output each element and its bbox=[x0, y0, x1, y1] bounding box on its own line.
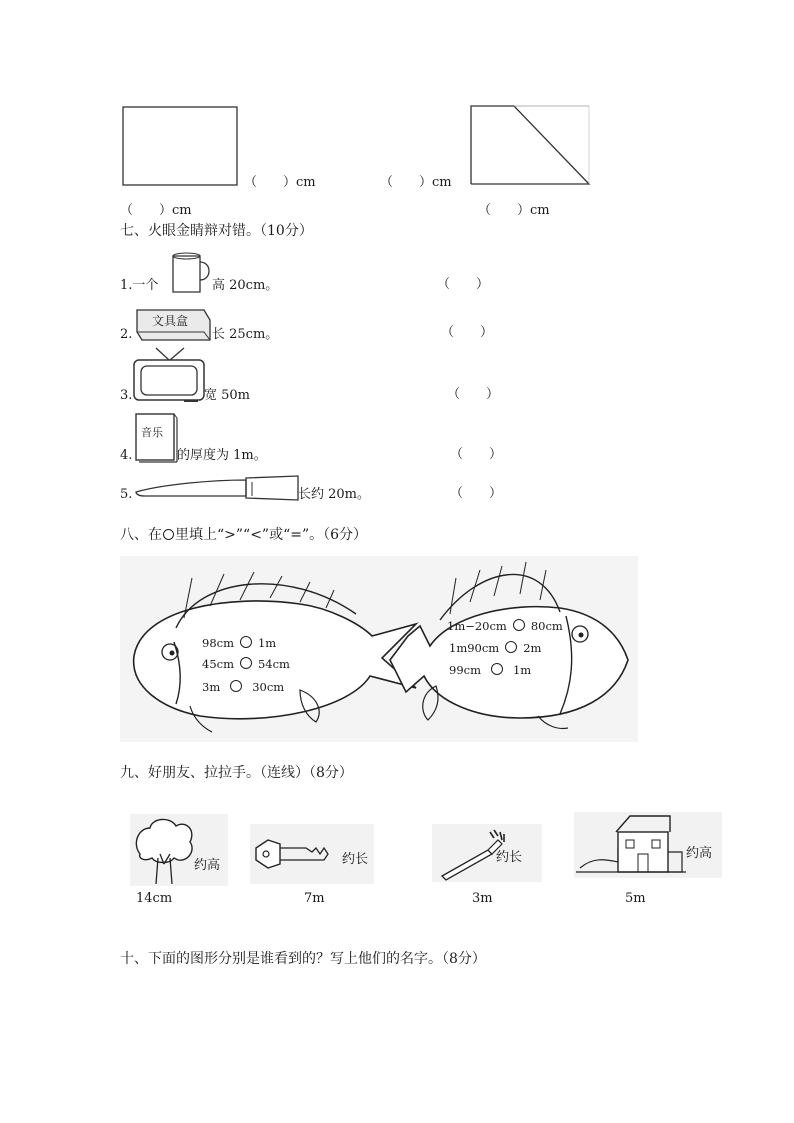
knife-icon bbox=[134, 474, 302, 502]
trapezoid-figure bbox=[470, 104, 592, 186]
item2-suffix: 长 25cm。 bbox=[212, 327, 279, 342]
item1-prefix: 1.一个 bbox=[120, 278, 159, 293]
item2-prefix: 2. bbox=[120, 327, 133, 342]
picture-4-value[interactable]: 5m bbox=[625, 891, 646, 906]
blank-rect-side[interactable]: （ ）cm bbox=[244, 175, 316, 190]
left-fish-row-3-right: 30cm bbox=[252, 680, 285, 694]
picture-1-value[interactable]: 14cm bbox=[136, 891, 173, 906]
item3-prefix: 3. bbox=[120, 388, 133, 403]
picture-3-caption: 约长 bbox=[496, 850, 523, 865]
blank-rect-bottom[interactable]: （ ）cm bbox=[120, 203, 192, 218]
right-fish-row-3-right: 1m bbox=[512, 663, 532, 677]
left-fish-row-2 bbox=[202, 657, 290, 671]
item3-answer[interactable]: （ ） bbox=[447, 387, 500, 402]
blank-mid[interactable]: （ ）cm bbox=[380, 175, 452, 190]
section8-title bbox=[120, 526, 367, 544]
fish-picture bbox=[120, 556, 638, 742]
item5-answer[interactable]: （ ） bbox=[450, 486, 503, 501]
item1-suffix: 高 20cm。 bbox=[212, 278, 279, 293]
pencil-box-label: 文具盒 bbox=[152, 314, 189, 328]
item4-prefix: 4. bbox=[120, 448, 133, 463]
book-label: 音乐 bbox=[141, 426, 163, 439]
compare-circle[interactable] bbox=[240, 657, 252, 669]
cup-icon bbox=[170, 252, 214, 294]
item5-prefix: 5. bbox=[120, 487, 133, 502]
right-fish-row-3 bbox=[449, 663, 531, 677]
section9-title: 九、好朋友、拉拉手。（连线）（8分） bbox=[120, 765, 353, 781]
left-fish-row-1 bbox=[202, 636, 276, 650]
right-fish-row-1 bbox=[447, 619, 563, 633]
compare-circle[interactable] bbox=[230, 680, 242, 692]
compare-circle[interactable] bbox=[513, 619, 525, 631]
compare-circle[interactable] bbox=[240, 636, 252, 648]
left-fish-row-1-right: 1m bbox=[257, 636, 277, 650]
right-fish-row-3-left: 99cm bbox=[449, 663, 481, 677]
compare-circle[interactable] bbox=[505, 641, 517, 653]
toothbrush-icon bbox=[432, 824, 544, 882]
picture-2-value[interactable]: 7m bbox=[304, 891, 325, 906]
circle-icon bbox=[163, 529, 174, 540]
left-fish-row-3-left: 3m bbox=[202, 680, 221, 694]
right-fish-row-2-right: 2m bbox=[523, 641, 542, 655]
blank-trap-bottom[interactable]: （ ）cm bbox=[478, 203, 550, 218]
rectangle-figure bbox=[122, 106, 240, 188]
section7-title: 七、火眼金睛辩对错。（10分） bbox=[120, 223, 313, 239]
left-fish-row-3 bbox=[202, 680, 284, 694]
item1-answer[interactable]: （ ） bbox=[437, 277, 490, 292]
item4-answer[interactable]: （ ） bbox=[450, 447, 503, 462]
item4-suffix: 的厚度为 1m。 bbox=[177, 448, 267, 463]
left-fish-row-1-left: 98cm bbox=[202, 636, 234, 650]
item3-suffix: 宽 50m bbox=[204, 388, 251, 403]
right-fish-row-1-left: 1m−20cm bbox=[447, 619, 507, 633]
picture-1-caption: 约高 bbox=[194, 858, 221, 873]
tree-icon bbox=[130, 814, 230, 886]
right-fish-row-1-right: 80cm bbox=[530, 619, 563, 633]
right-fish-row-2 bbox=[449, 641, 541, 655]
right-fish-row-2-left: 1m90cm bbox=[449, 641, 500, 655]
tv-icon bbox=[132, 346, 208, 404]
section8-title-a: 八、在 bbox=[120, 527, 162, 543]
section10-title: 十、下面的图形分别是谁看到的？写上他们的名字。（8分） bbox=[120, 951, 486, 967]
left-fish-row-2-left: 45cm bbox=[202, 657, 234, 671]
section8-title-b: 里填上“>”“<”或“=”。（6分） bbox=[175, 527, 368, 543]
picture-4-caption: 约高 bbox=[686, 846, 713, 861]
picture-3-value[interactable]: 3m bbox=[472, 891, 493, 906]
compare-circle[interactable] bbox=[491, 663, 503, 675]
left-fish-row-2-right: 54cm bbox=[257, 657, 290, 671]
picture-2-caption: 约长 bbox=[342, 852, 369, 867]
item2-answer[interactable]: （ ） bbox=[441, 325, 494, 340]
item5-suffix: 长约 20m。 bbox=[298, 487, 371, 502]
